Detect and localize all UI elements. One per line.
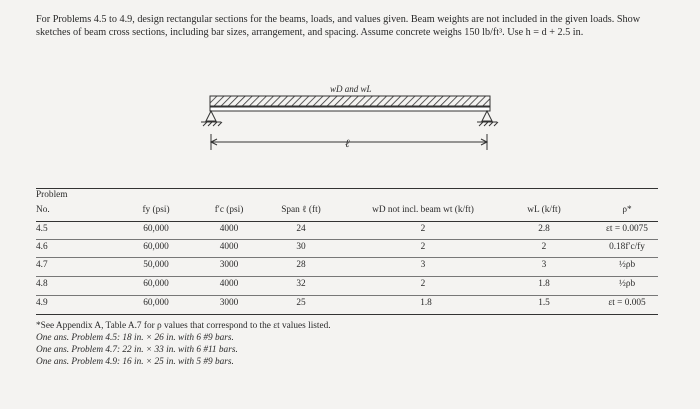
table-row — [36, 279, 658, 293]
cell-wd: 3 — [420, 260, 426, 270]
cell-wl: 2.8 — [538, 224, 550, 234]
problem-statement: For Problems 4.5 to 4.9, design rectangular sections for the beams, loads, and values given. Beam weights are not included in the given loads. Show sketches of beam cross sections, including bar sizes, arrangement, and spacing. Assume concrete weighs 150 lb/ft³. Use h = d + 2.5 in. — [36, 14, 641, 38]
col-wd: wD not incl. beam wt (k/ft) — [372, 205, 474, 215]
cell-no: 4.8 — [36, 279, 48, 289]
cell-wd: 2 — [420, 242, 426, 252]
cell-no: 4.9 — [36, 298, 48, 308]
col-fy: fy (psi) — [142, 205, 170, 215]
cell-fy: 50,000 — [143, 260, 169, 270]
col-wl: wL (k/ft) — [527, 205, 561, 215]
footnotes — [36, 320, 331, 368]
cell-no: 4.7 — [36, 260, 48, 270]
header-problem: Problem — [36, 190, 68, 200]
answer-line: One ans. Problem 4.5: 18 in. × 26 in. with 6 #9 bars. — [36, 333, 234, 343]
cell-wl: 1.8 — [538, 279, 550, 289]
col-fc: f′c (psi) — [214, 205, 244, 215]
cell-wd: 1.8 — [420, 298, 432, 308]
load-label: wD and wL — [330, 84, 372, 94]
cell-wl: 3 — [541, 260, 547, 270]
cell-rho: ½ρb — [618, 279, 636, 289]
col-span: Span ℓ (ft) — [281, 205, 321, 215]
cell-fc: 3000 — [219, 298, 239, 308]
cell-span: 24 — [296, 224, 306, 234]
cell-fc: 4000 — [219, 279, 239, 289]
span-label: ℓ — [345, 138, 350, 150]
cell-fc: 4000 — [219, 224, 239, 234]
cell-span: 30 — [296, 242, 306, 252]
cell-fc: 3000 — [219, 260, 239, 270]
cell-wl: 1.5 — [538, 298, 550, 308]
cell-rho: εt = 0.005 — [608, 298, 646, 308]
cell-fy: 60,000 — [143, 279, 169, 289]
cell-fy: 60,000 — [143, 224, 169, 234]
left-support-icon — [206, 111, 216, 121]
right-support-icon — [482, 111, 492, 121]
col-no: No. — [36, 205, 50, 215]
cell-rho: ½ρb — [618, 260, 636, 270]
beam-figure — [195, 82, 505, 162]
cell-rho: εt = 0.0075 — [606, 224, 648, 234]
beam-diagram — [195, 82, 505, 162]
cell-no: 4.5 — [36, 224, 48, 234]
cell-rho: 0.18f′c/fy — [609, 242, 645, 252]
answer-line: One ans. Problem 4.7: 22 in. × 33 in. with 6 #11 bars. — [36, 345, 238, 355]
cell-wd: 2 — [420, 224, 426, 234]
col-rho: ρ* — [622, 205, 632, 215]
answer-line: One ans. Problem 4.9: 16 in. × 25 in. with 5 #9 bars. — [36, 357, 234, 367]
table-row — [36, 224, 658, 238]
cell-fy: 60,000 — [143, 298, 169, 308]
cell-fy: 60,000 — [143, 242, 169, 252]
cell-span: 32 — [296, 279, 306, 289]
cell-wl: 2 — [541, 242, 547, 252]
cell-no: 4.6 — [36, 242, 48, 252]
distributed-load — [210, 96, 490, 106]
table-header-row — [36, 205, 658, 219]
cell-span: 25 — [296, 298, 306, 308]
table-row — [36, 242, 658, 256]
cell-span: 28 — [296, 260, 306, 270]
cell-wd: 2 — [420, 279, 426, 289]
cell-fc: 4000 — [219, 242, 239, 252]
footnote: *See Appendix A, Table A.7 for ρ values that correspond to the εt values listed. — [36, 321, 331, 331]
table-row — [36, 298, 658, 312]
beam-member — [210, 107, 490, 111]
table-row — [36, 260, 658, 274]
